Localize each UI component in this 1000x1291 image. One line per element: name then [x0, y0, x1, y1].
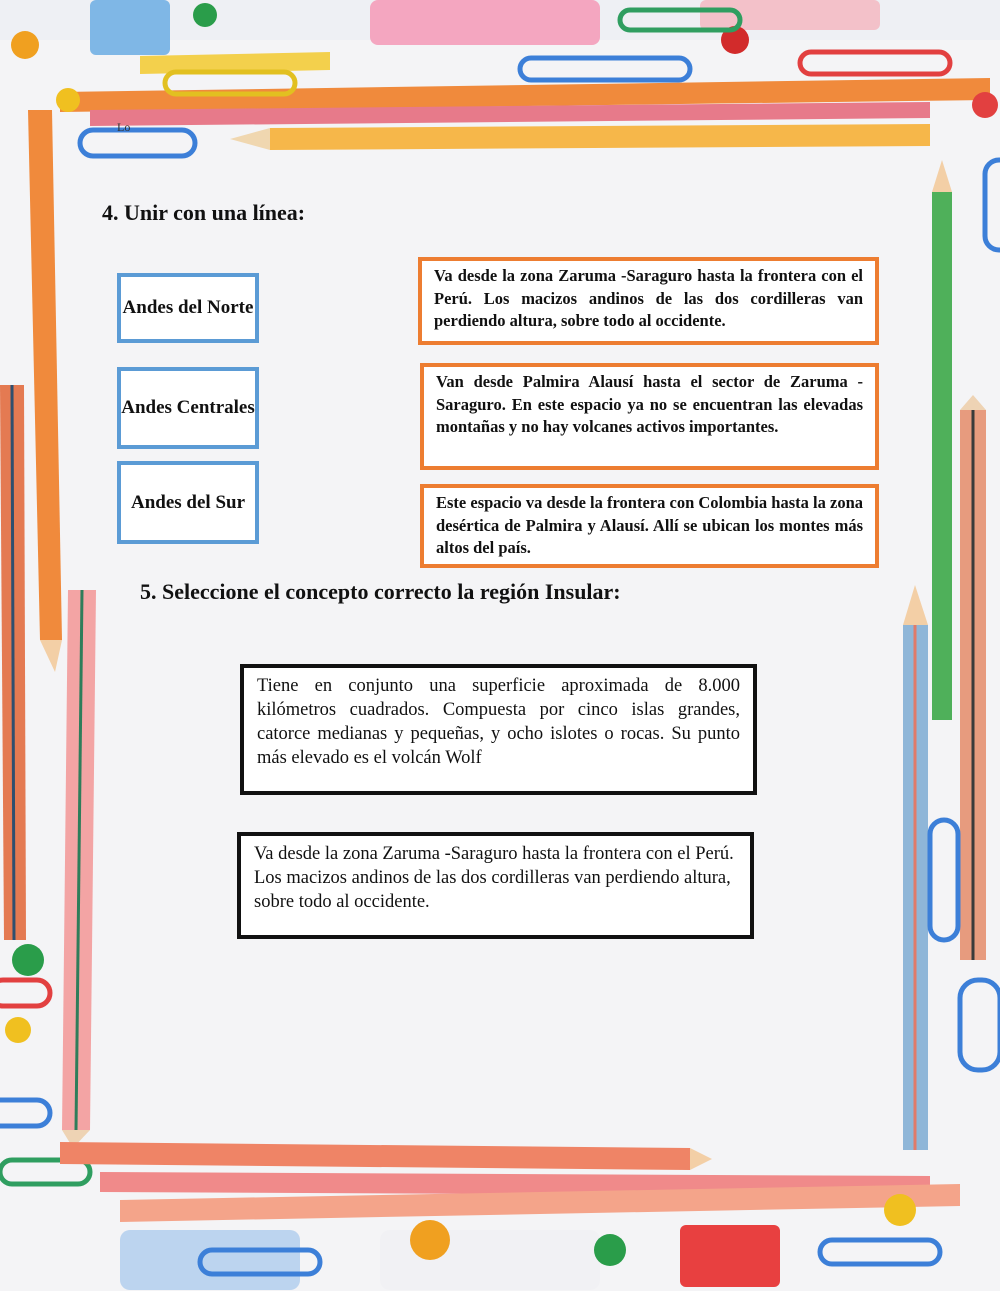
match-right-option-1[interactable]: [418, 257, 879, 345]
match-left-andes-sur[interactable]: [117, 461, 259, 544]
insular-option-1[interactable]: [240, 664, 757, 795]
match-right-text: Va desde la zona Zaruma -Saraguro hasta la frontera con el Perú. Los macizos andinos de las dos cordilleras van perdiendo altura, sobre todo al occidente.: [434, 266, 863, 330]
insular-option-2[interactable]: [237, 832, 754, 939]
insular-option-text: Va desde la zona Zaruma -Saraguro hasta la frontera con el Perú. Los macizos andinos de las dos cordilleras van perdiendo altura, sobre todo al occidente.: [254, 844, 734, 912]
section-4-title: 4. Unir con una línea:: [102, 200, 306, 225]
match-left-label: Andes del Sur: [130, 491, 246, 513]
match-left-andes-norte[interactable]: [117, 273, 259, 343]
match-left-label: Andes Centrales: [121, 397, 255, 418]
page-label: Lo: [117, 120, 131, 134]
match-right-option-2[interactable]: [420, 363, 879, 470]
match-right-text: Este espacio va desde la frontera con Colombia hasta la zona desértica de Palmira y Alausí. Allí se ubican los montes más altos del país.: [436, 493, 863, 557]
match-left-andes-centrales[interactable]: [117, 367, 259, 449]
match-left-label: Andes del Norte: [122, 297, 254, 318]
section-5-title: 5. Seleccione el concepto correcto la región Insular:: [140, 579, 621, 604]
insular-option-text: Tiene en conjunto una superficie aproximada de 8.000 kilómetros cuadrados. Compuesta por cinco islas grandes, catorce medianas y pequeñas, y ocho islotes o rocas. Su punto más elevado es el volcán Wolf: [257, 676, 740, 768]
match-right-option-3[interactable]: [420, 484, 879, 568]
match-right-text: Van desde Palmira Alausí hasta el sector de Zaruma - Saraguro. En este espacio ya no se encuentran las elevadas montañas y no hay volcanes activos importantes.: [436, 372, 863, 436]
